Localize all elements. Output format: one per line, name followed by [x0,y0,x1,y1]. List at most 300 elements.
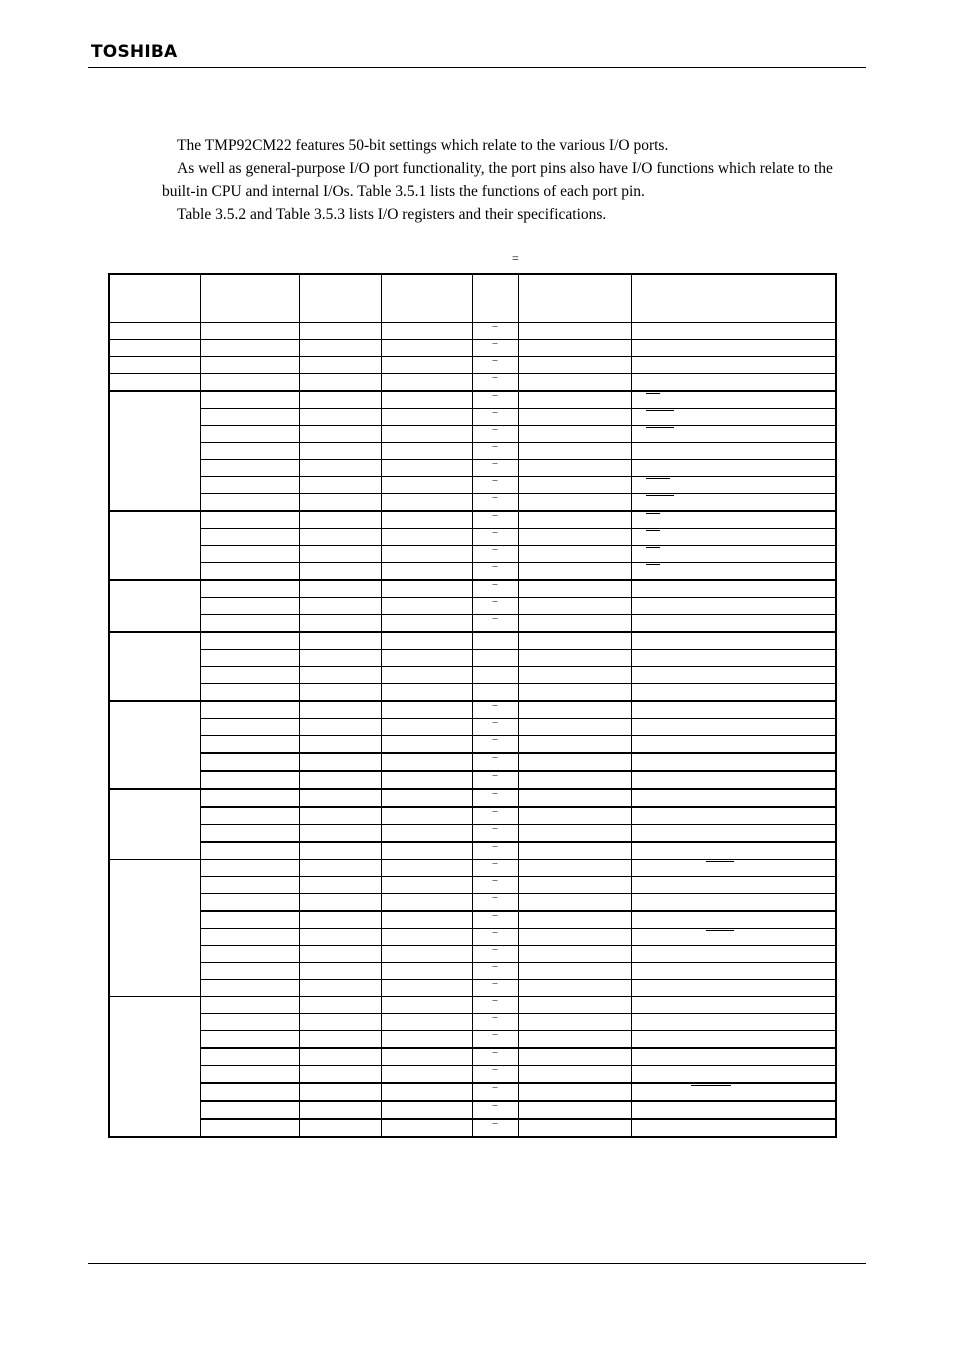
dash-cell: – [472,443,518,460]
dash-cell: – [472,789,518,807]
dash-cell: – [472,842,518,860]
table-cell [518,340,631,357]
table-cell [299,615,381,633]
table-row [109,860,836,877]
dash-cell: – [472,1066,518,1084]
table-header-row [109,274,836,323]
table-cell [381,911,472,929]
table-cell [518,323,631,340]
remarks-cell [631,511,836,529]
table-cell [518,580,631,598]
port-cell [109,997,200,1138]
table-row [109,753,836,771]
table-cell [381,598,472,615]
table-cell [381,1083,472,1101]
table-cell [299,563,381,581]
table-cell [381,860,472,877]
table-cell [381,877,472,894]
table-cell [381,980,472,997]
table-cell [299,771,381,789]
table-cell [518,357,631,374]
dash-cell: – [472,894,518,912]
table-cell [200,894,299,912]
table-cell [518,650,631,667]
table-cell [381,842,472,860]
table-cell [518,860,631,877]
table-cell [381,1031,472,1049]
table-cell [200,580,299,598]
table-row [109,667,836,684]
table-cell [518,477,631,494]
table-cell [518,1031,631,1049]
port-cell [109,789,200,860]
table-cell [381,825,472,843]
table-cell [299,1066,381,1084]
table-cell [200,877,299,894]
table-cell [299,860,381,877]
table-cell [299,323,381,340]
remarks-cell [631,546,836,563]
table-cell [200,374,299,392]
table-cell [518,736,631,754]
table-row [109,409,836,426]
overbar-mark [646,564,660,565]
table-cell [381,529,472,546]
table-cell [381,963,472,980]
table-cell [200,650,299,667]
table-row [109,426,836,443]
table-cell [200,460,299,477]
remarks-cell [631,1031,836,1049]
dash-cell: – [472,929,518,946]
dash-cell: – [472,1048,518,1066]
dash-cell: – [472,963,518,980]
table-row [109,357,836,374]
remarks-cell [631,667,836,684]
remarks-cell [631,580,836,598]
dash-cell: – [472,546,518,563]
dash-cell: – [472,753,518,771]
dash-cell: – [472,771,518,789]
table-cell [518,894,631,912]
port-cell [109,323,200,340]
remarks-cell [631,340,836,357]
table-cell [381,477,472,494]
table-cell [200,1066,299,1084]
dash-cell: – [472,580,518,598]
table-cell [381,894,472,912]
table-cell [299,357,381,374]
remarks-cell [631,357,836,374]
header-cell [381,274,472,323]
table-row [109,598,836,615]
table-cell [381,1014,472,1031]
table-cell [200,340,299,357]
table-cell [381,391,472,409]
dash-cell [472,632,518,650]
remarks-cell [631,615,836,633]
table-cell [200,357,299,374]
table-cell [200,1048,299,1066]
remarks-cell [631,736,836,754]
overbar-mark [646,410,674,411]
dash-cell: – [472,477,518,494]
dash-cell: – [472,877,518,894]
dash-cell [472,684,518,702]
table-cell [518,1101,631,1119]
header-cell [200,274,299,323]
table-row [109,443,836,460]
table-cell [518,877,631,894]
port-cell [109,701,200,789]
dash-cell: – [472,374,518,392]
table-cell [518,842,631,860]
table-cell [200,477,299,494]
remarks-cell [631,1066,836,1084]
table-cell [381,632,472,650]
table-cell [381,460,472,477]
table-cell [299,477,381,494]
table-cell [518,374,631,392]
table-cell [200,494,299,512]
table-cell [299,340,381,357]
table-row [109,1083,836,1101]
port-cell [109,340,200,357]
overbar-mark [646,530,660,531]
table-cell [299,807,381,825]
table-cell [518,771,631,789]
table-row [109,701,836,719]
table-cell [518,946,631,963]
dash-cell: – [472,409,518,426]
overbar-mark [706,861,734,862]
table-cell [381,443,472,460]
table-cell [200,719,299,736]
table-cell [518,667,631,684]
remarks-cell [631,632,836,650]
remarks-cell [631,825,836,843]
table-cell [200,911,299,929]
table-cell [518,807,631,825]
table-cell [299,374,381,392]
table-cell [518,701,631,719]
remarks-cell [631,980,836,997]
header-cell [472,274,518,323]
table-row [109,807,836,825]
table-cell [518,598,631,615]
table-cell [200,391,299,409]
overbar-mark [646,547,660,548]
table-row [109,1014,836,1031]
table-cell [299,753,381,771]
table-cell [299,426,381,443]
dash-cell: – [472,736,518,754]
table-cell [299,632,381,650]
port-cell [109,632,200,701]
remarks-cell [631,929,836,946]
table-row [109,877,836,894]
table-cell [381,546,472,563]
remarks-cell [631,753,836,771]
table-row [109,997,836,1014]
table-cell [518,529,631,546]
table-cell [518,443,631,460]
table-cell [381,563,472,581]
table-cell [381,1119,472,1137]
table-row [109,1048,836,1066]
table-cell [518,546,631,563]
table-cell [200,963,299,980]
dash-cell: – [472,911,518,929]
remarks-cell [631,323,836,340]
table-cell [200,409,299,426]
table-cell [200,701,299,719]
table-cell [200,771,299,789]
table-cell [200,546,299,563]
dash-cell: – [472,340,518,357]
table-row [109,546,836,563]
dash-cell: – [472,323,518,340]
table-cell [200,789,299,807]
table-cell [518,494,631,512]
table-cell [299,719,381,736]
table-cell [299,1048,381,1066]
table-row [109,563,836,581]
overbar-mark [646,478,670,479]
remarks-cell [631,443,836,460]
table-cell [299,736,381,754]
table-row [109,1031,836,1049]
table-cell [299,529,381,546]
table-cell [381,753,472,771]
table-cell [518,409,631,426]
table-row [109,1119,836,1137]
remarks-cell [631,842,836,860]
table-cell [381,494,472,512]
table-row [109,477,836,494]
table-cell [299,443,381,460]
remarks-cell [631,997,836,1014]
remarks-cell [631,789,836,807]
remarks-cell [631,563,836,581]
remarks-cell [631,1119,836,1137]
remarks-cell [631,946,836,963]
table-row [109,719,836,736]
table-cell [299,1014,381,1031]
table-row [109,391,836,409]
table-cell [299,946,381,963]
remarks-cell [631,911,836,929]
dash-cell: – [472,807,518,825]
table-cell [200,860,299,877]
table-cell [299,667,381,684]
table-cell [518,1119,631,1137]
dash-cell: – [472,511,518,529]
table-row [109,771,836,789]
table-cell [299,460,381,477]
table-cell [518,426,631,443]
table-caption-fragment: = [512,251,519,265]
remarks-cell [631,807,836,825]
intro-text [162,134,867,226]
table-cell [518,911,631,929]
table-cell [200,511,299,529]
remarks-cell [631,374,836,392]
table-cell [299,929,381,946]
dash-cell: – [472,426,518,443]
table-cell [518,460,631,477]
remarks-cell [631,477,836,494]
port-cell [109,357,200,374]
table-row [109,632,836,650]
remarks-cell [631,684,836,702]
table-row [109,615,836,633]
table-row [109,1101,836,1119]
header-cell [109,274,200,323]
table-cell [299,391,381,409]
remarks-cell [631,409,836,426]
port-cell [109,580,200,632]
dash-cell: – [472,701,518,719]
table-cell [200,807,299,825]
dash-cell: – [472,946,518,963]
remarks-cell [631,719,836,736]
table-cell [381,807,472,825]
table-cell [200,563,299,581]
port-cell [109,860,200,997]
dash-cell: – [472,391,518,409]
table-cell [299,877,381,894]
table-cell [200,615,299,633]
table-cell [381,771,472,789]
table-cell [518,929,631,946]
table-cell [381,1048,472,1066]
table-cell [518,632,631,650]
table-cell [299,894,381,912]
table-row [109,460,836,477]
port-cell [109,391,200,511]
remarks-cell [631,771,836,789]
table-cell [299,1101,381,1119]
intro-paragraph-2: As well as general-purpose I/O port functionality, the port pins also have I/O functions which relate to the built-in CPU and internal I/Os. Table 3.5.1 lists the functions of each port pin. [162,160,833,200]
table-cell [518,789,631,807]
table-cell [299,789,381,807]
table-cell [299,980,381,997]
table-cell [200,426,299,443]
table-cell [518,684,631,702]
table-cell [200,736,299,754]
table-cell [518,511,631,529]
table-cell [200,1083,299,1101]
table-row [109,340,836,357]
table-cell [200,980,299,997]
table-cell [381,426,472,443]
table-row [109,789,836,807]
table-cell [381,667,472,684]
dash-cell: – [472,1031,518,1049]
table-cell [299,409,381,426]
dash-cell: – [472,860,518,877]
table-cell [299,494,381,512]
table-cell [200,529,299,546]
table-cell [299,546,381,563]
table-cell [299,684,381,702]
table-row [109,580,836,598]
table-cell [200,684,299,702]
port-cell [109,374,200,392]
dash-cell: – [472,1083,518,1101]
dash-cell: – [472,1101,518,1119]
table-row [109,1066,836,1084]
table-cell [518,1066,631,1084]
overbar-mark [646,495,674,496]
table-cell [381,511,472,529]
table-cell [518,1014,631,1031]
dash-cell: – [472,1014,518,1031]
table-cell [381,929,472,946]
dash-cell: – [472,825,518,843]
table-cell [518,615,631,633]
table-cell [299,1083,381,1101]
dash-cell [472,650,518,667]
table-cell [200,598,299,615]
overbar-mark [646,393,660,394]
table-row [109,323,836,340]
table-row [109,963,836,980]
dash-cell: – [472,598,518,615]
overbar-mark [646,513,660,514]
dash-cell: – [472,357,518,374]
toshiba-logo: TOSHIBA [91,42,178,62]
remarks-cell [631,1101,836,1119]
header-cell [299,274,381,323]
table-cell [200,1031,299,1049]
table-cell [381,789,472,807]
table-cell [299,650,381,667]
table-row [109,650,836,667]
table-cell [200,667,299,684]
table-cell [518,391,631,409]
dash-cell: – [472,460,518,477]
table-cell [200,753,299,771]
table-cell [299,580,381,598]
header-cell [631,274,836,323]
footer-rule [88,1263,866,1264]
dash-cell: – [472,1119,518,1137]
table-cell [381,323,472,340]
table-cell [381,1101,472,1119]
table-row [109,980,836,997]
table-cell [381,340,472,357]
table-cell [381,357,472,374]
table-cell [200,929,299,946]
overbar-mark [706,930,734,931]
table-cell [381,615,472,633]
dash-cell [472,667,518,684]
table-row [109,911,836,929]
table-row [109,929,836,946]
dash-cell: – [472,563,518,581]
remarks-cell [631,1048,836,1066]
table-cell [381,701,472,719]
table-cell [200,825,299,843]
remarks-cell [631,860,836,877]
port-function-table [108,273,837,1138]
table-cell [299,1119,381,1137]
table-cell [518,563,631,581]
port-cell [109,511,200,580]
table-cell [518,825,631,843]
